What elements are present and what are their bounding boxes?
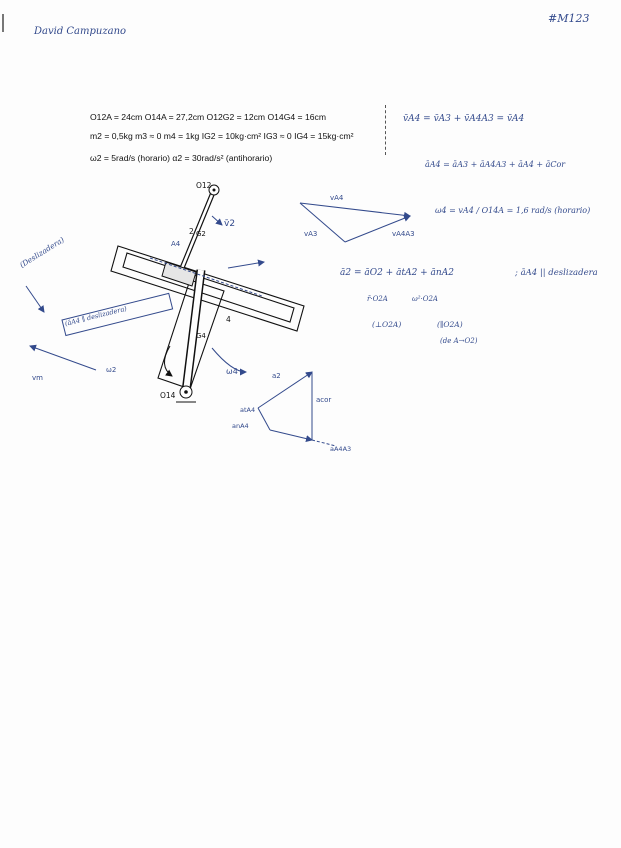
svg-text:ω2: ω2 — [106, 366, 117, 374]
velocity-arrows — [26, 216, 264, 376]
given-lengths: O12A = 24cm O14A = 27,2cm O12G2 = 12cm O14G4 = 16cm — [90, 112, 326, 122]
page-code: #M123 — [548, 12, 590, 25]
velocity-equation: v̄A4 = v̄A3 + v̄A4A3 = v̄A4 — [403, 114, 525, 124]
vm-label — [32, 374, 43, 382]
annotation-box: (āA4 ∥ deslizadera) — [64, 304, 128, 328]
w2-label — [106, 366, 116, 374]
atA4-label — [240, 406, 255, 414]
term-normal: ω²·O2A — [412, 295, 438, 303]
link2-number — [189, 227, 194, 236]
acceleration-polygon — [258, 372, 336, 446]
a2-label — [272, 372, 281, 380]
term-direction: (de A→O2) — [440, 337, 478, 345]
svg-text:G4: G4 — [196, 332, 206, 340]
svg-text:vA3: vA3 — [304, 230, 318, 238]
given-angular: ω2 = 5rad/s (horario) α2 = 30rad/s² (antihorario) — [90, 153, 273, 163]
aA4A3-label — [330, 445, 351, 453]
w4-label — [226, 367, 238, 376]
svg-text:ω4: ω4 — [226, 367, 238, 376]
vA4A3-label — [392, 230, 415, 238]
svg-text:A4: A4 — [171, 240, 181, 248]
g4-label — [196, 332, 206, 340]
annotation-slider: (Deslizadera) — [18, 235, 66, 270]
link4-number — [226, 315, 231, 324]
svg-text:aA4A3: aA4A3 — [330, 445, 352, 453]
v2-label — [224, 219, 235, 229]
svg-text:atA4: atA4 — [240, 406, 256, 414]
svg-text:2: 2 — [189, 227, 194, 236]
svg-text:vA4: vA4 — [330, 194, 344, 202]
svg-text:a2: a2 — [272, 372, 281, 380]
o12-label — [196, 181, 212, 190]
slider-block — [150, 258, 262, 296]
acor-label — [316, 396, 331, 404]
acceleration-equation: āA4 = āA3 + āA4A3 + āA4 + āCor — [425, 160, 566, 169]
vA4-label — [330, 194, 344, 202]
term-tangential: r̄·O2A — [367, 295, 388, 303]
svg-text:G2: G2 — [196, 230, 206, 238]
svg-text:v̄2: v̄2 — [224, 219, 236, 229]
term-parallel: (∥O2A) — [437, 320, 463, 329]
svg-text:4: 4 — [226, 315, 231, 324]
term-perp: (⊥O2A) — [372, 320, 402, 329]
accel-point-equation: ā2 = āO2 + ātA2 + ānA2 — [340, 268, 454, 278]
given-masses: m2 = 0,5kg m3 ≈ 0 m4 = 1kg IG2 = 10kg·cm² IG3 ≈ 0 IG4 = 15kg·cm² — [90, 131, 354, 141]
a4-label — [171, 240, 181, 248]
svg-text:O12: O12 — [196, 181, 212, 190]
svg-text:vm: vm — [32, 374, 43, 382]
svg-text:acor: acor — [316, 396, 332, 404]
link-2 — [182, 185, 219, 268]
author-name: David Campuzano — [34, 26, 127, 37]
omega4-equation: ω4 = vA4 / O14A = 1,6 rad/s (horario) — [435, 206, 591, 215]
accel-note: ; āA4 || deslizadera — [515, 268, 598, 278]
anA4-label — [232, 422, 249, 430]
svg-text:anA4: anA4 — [232, 422, 249, 430]
svg-text:O14: O14 — [160, 391, 176, 400]
o14-label — [160, 391, 176, 400]
svg-text:vA4A3: vA4A3 — [392, 230, 415, 238]
vA3-label — [304, 230, 317, 238]
g2-mark — [196, 230, 206, 238]
